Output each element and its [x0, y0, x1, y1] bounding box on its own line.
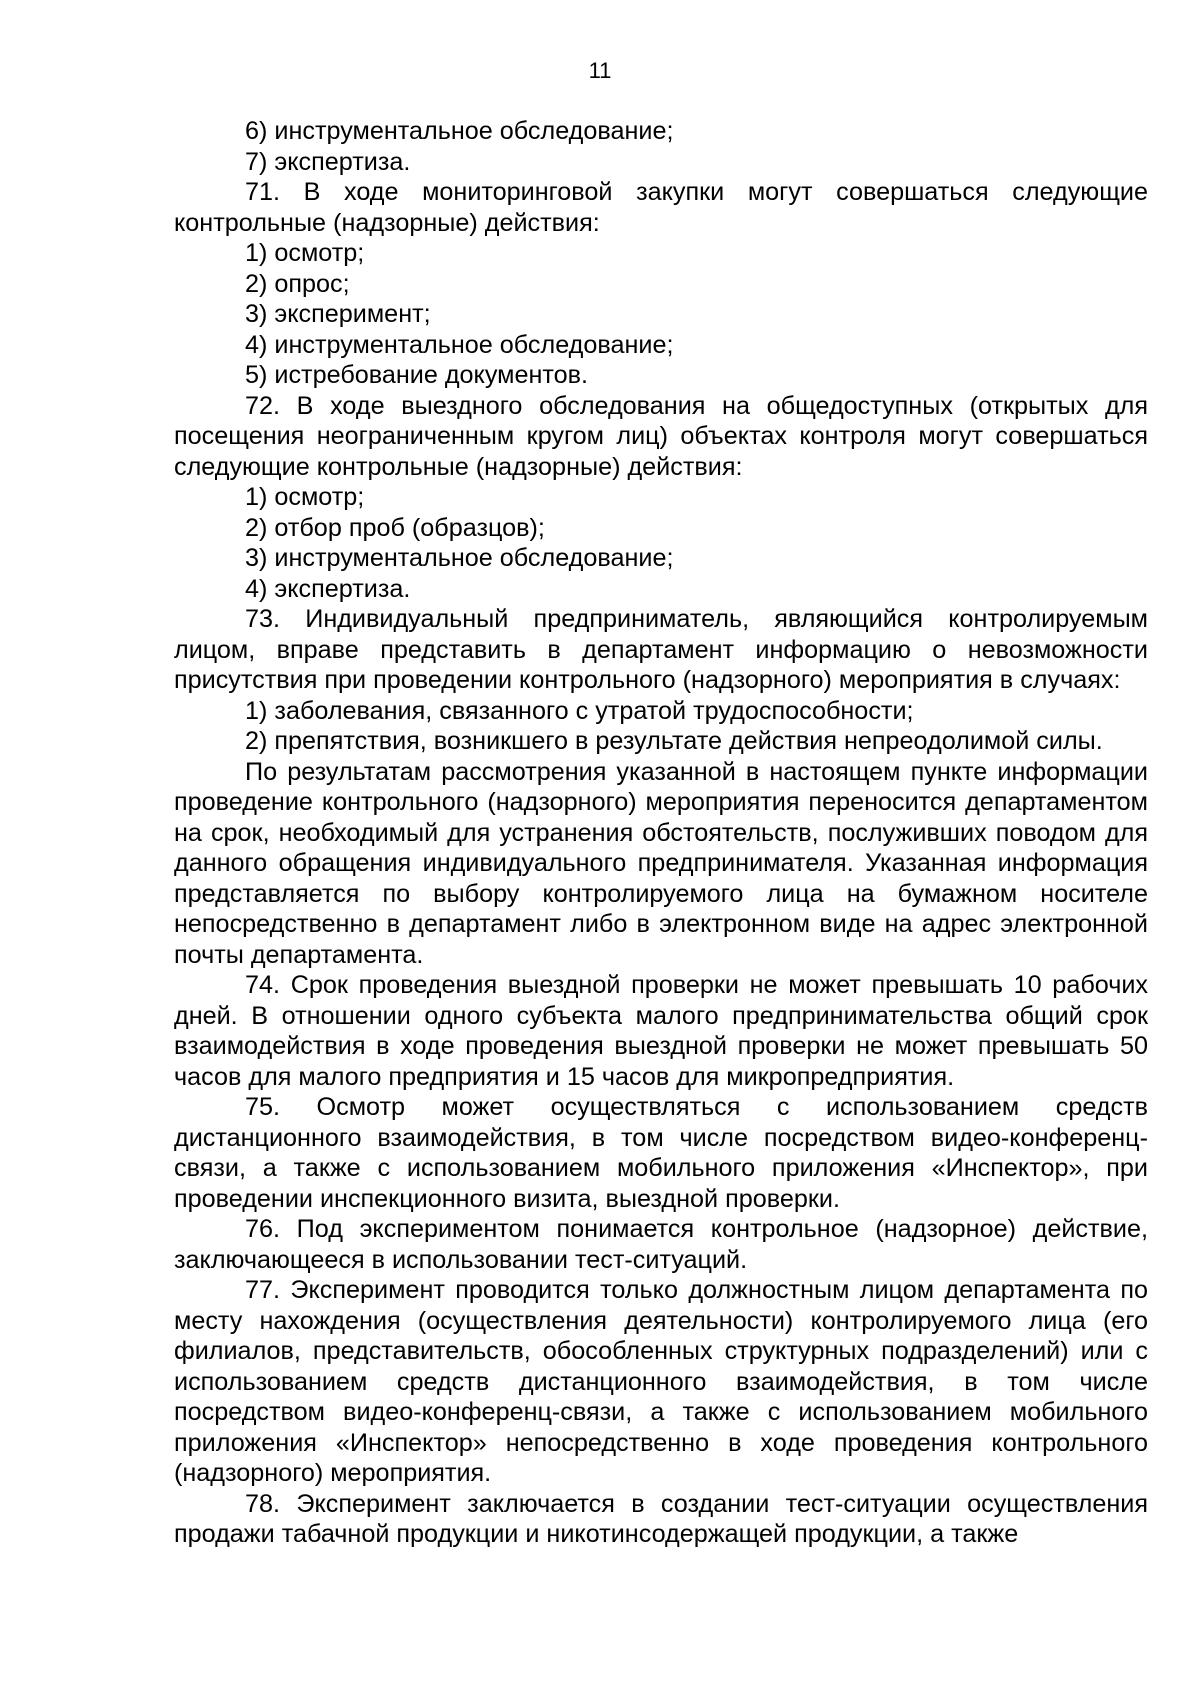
paragraph-76: 76. Под экспериментом понимается контрольное (надзорное) действие, заключающееся в использовании тест-ситуаций.	[174, 1215, 1148, 1274]
paragraph-71-item-2: 2) опрос;	[245, 269, 350, 298]
paragraph-77: 77. Эксперимент проводится только должностным лицом департамента по месту нахождения (осуществления деятельности) контролируемого лица (его филиалов, представительств, обособленных структурных подразделений) или с использованием средств дистанционного взаимодействия, в том числе посредством видео-конференц-связи, а также с использованием мобильного приложения «Инспектор» непосредственно в ходе проведения контрольного (надзорного) мероприятия.	[174, 1276, 1148, 1487]
paragraph-73-item-1: 1) заболевания, связанного с утратой трудоспособности;	[245, 696, 914, 725]
paragraph-75: 75. Осмотр может осуществляться с использованием средств дистанционного взаимодействия, в том числе посредством видео-конференц-связи, а также с использованием мобильного приложения «Инспектор», при проведении инспекционного визита, выездной проверки.	[174, 1093, 1148, 1213]
paragraph-72-item-1: 1) осмотр;	[245, 483, 365, 511]
paragraph-71-item-4: 4) инструментальное обследование;	[245, 330, 674, 359]
paragraph-6-instrumental: 6) инструментальное обследование;	[245, 117, 674, 145]
paragraph-72: 72. В ходе выездного обследования на общедоступных (открытых для посещения неограниченным кругом лиц) объектах контроля могут совершаться следующие контрольные (надзорные) действия:	[174, 391, 1148, 481]
paragraph-72-item-2: 2) отбор проб (образцов);	[245, 513, 545, 542]
paragraph-72-item-4: 4) экспертиза.	[245, 574, 411, 603]
paragraph-71-item-1: 1) осмотр;	[245, 239, 365, 267]
document-body	[174, 116, 1148, 1550]
paragraph-73-continuation: По результатам рассмотрения указанной в настоящем пункте информации проведение контрольного (надзорного) мероприятия переносится департаментом на срок, необходимый для устранения обстоятельств, послуживших поводом для данного обращения индивидуального предпринимателя. Указанная информация представляется по выбору контролируемого лица на бумажном носителе непосредственно в департамент либо в электронном виде на адрес электронной почты департамента.	[174, 757, 1148, 969]
page-number: 11	[588, 58, 612, 83]
paragraph-73-item-2: 2) препятствия, возникшего в результате действия непреодолимой силы.	[245, 727, 1103, 755]
paragraph-78: 78. Эксперимент заключается в создании тест-ситуации осуществления продажи табачной продукции и никотинсодержащей продукции, а также	[174, 1489, 1148, 1548]
paragraph-7-expertise: 7) экспертиза.	[245, 147, 411, 176]
paragraph-72-item-3: 3) инструментальное обследование;	[245, 544, 674, 572]
paragraph-73: 73. Индивидуальный предприниматель, являющийся контролируемым лицом, вправе представить в департамент информацию о невозможности присутствия при проведении контрольного (надзорного) мероприятия в случаях:	[174, 605, 1148, 694]
paragraph-74: 74. Срок проведения выездной проверки не может превышать 10 рабочих дней. В отношении одного субъекта малого предпринимательства общий срок взаимодействия в ходе проведения выездной проверки не может превышать 50 часов для малого предприятия и 15 часов для микропредприятия.	[174, 971, 1148, 1091]
paragraph-71: 71. В ходе мониторинговой закупки могут совершаться следующие контрольные (надзорные) действия:	[174, 178, 1148, 237]
paragraph-71-item-3: 3) эксперимент;	[245, 300, 431, 328]
paragraph-71-item-5: 5) истребование документов.	[245, 361, 589, 389]
